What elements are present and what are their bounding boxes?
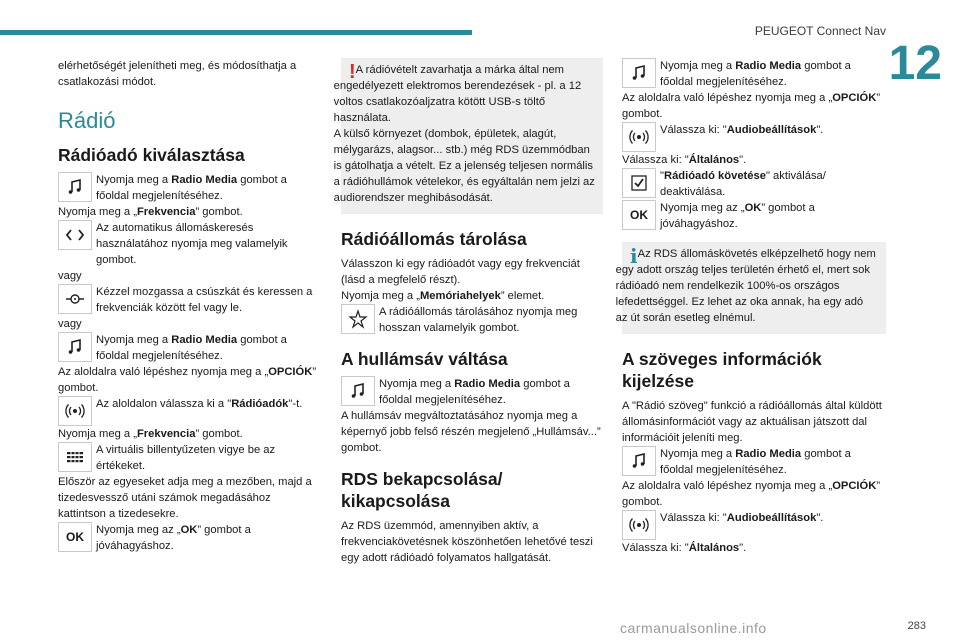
warning-text: A rádióvételt zavarhatja a márka által nem engedélyezett elektromos berendezések - pl. a 12 voltos csatlakozóaljzatra kötött USB-s töltő használata. A külső környezet (dombok, épületek, alagút, mélygarázs, alagsor... stb.) még RDS üzemmódban is gátolhatja a vételt. Ez a jelenség teljesen normális a rádióhullámok vételekor, és egyáltalán nem jelzi az audiorendszer meghibásodását. [333, 64, 595, 204]
watermark: carmanualsonline.info [620, 620, 767, 636]
step-slider: Kézzel mozgassa a csúszkát és keressen a frekvenciák között fel vagy le. [58, 284, 320, 316]
step-store: A rádióállomás tárolásához nyomja meg hosszan valamelyik gombot. [341, 304, 603, 336]
chapter-number: 12 [888, 37, 942, 90]
info-icon: i [630, 244, 638, 268]
step-text-radio-media: Nyomja meg a Radio Media gombot a főoldal megjelenítéséhez. [622, 446, 886, 478]
step-audio-settings: Válassza ki: "Audiobeállítások". [622, 122, 886, 152]
step-radio-media-2: Nyomja meg a Radio Media gombot a főoldal megjelenítéséhez. [58, 332, 320, 364]
or-text: vagy [58, 318, 82, 330]
radio-signal-icon [58, 396, 92, 426]
step-band-radio-media: Nyomja meg a Radio Media gombot a főoldal megjelenítéséhez. [341, 376, 603, 408]
music-note-icon [341, 376, 375, 406]
step-ok: OK Nyomja meg az „OK” gombot a jóváhagyáshoz. [58, 522, 320, 554]
ok-icon: OK [58, 522, 92, 552]
column-2: ! A rádióvételt zavarhatja a márka által nem engedélyezett elektromos berendezések - pl. a 12 voltos csatlakozóaljzatra kötött USB-s töltő használata. A külső környezet (dombok, épületek, alagút, mélygarázs, alagsor... stb.) még RDS üzemmódban is gátolhatja a vételt. Ez a jelenség teljesen normális a rádióhullámok vételekor, és egyáltalán nem jelzi az audiorendszer meghibásodását. Rádióállomás tárolása Válasszon ki egy rádióadót vagy egy frekvenciát (lásd a megfelelő részt). Nyomja meg a „Memóriahelyek” elemet. A rádióállomás tárolásához nyomja meg hosszan valamelyik gombot. A hullámsáv váltása Nyomja meg a Radio Media gombot a főoldal megjelenítéséhez. A hullámsáv megváltoztatásához nyomja meg a képernyő jobb felső részén megjelenő „Hullámsáv...” gombot. RDS bekapcsolása/ kikapcsolása Az RDS üzemmód, amennyiben aktív, a frekvenciakövetésnek köszönhetően lehetővé teszi egy adott rádióadó folyamatos hallgatását. [341, 58, 603, 566]
section-title-radio: Rádió [58, 108, 116, 133]
header-accent-bar [0, 30, 472, 35]
music-note-icon [622, 446, 656, 476]
radio-signal-icon [622, 510, 656, 540]
info-box [615, 242, 886, 334]
keyboard-grid-icon [58, 442, 92, 472]
warning-exclamation-icon: ! [349, 61, 356, 83]
radio-signal-icon [622, 122, 656, 152]
crosshair-slider-icon [58, 284, 92, 314]
page-number: 283 [907, 620, 926, 632]
column-3: Nyomja meg a Radio Media gombot a főoldal megjelenítéséhez. Az aloldalra való lépéshez nyomja meg a „OPCIÓK” gombot. Válassza ki: "Audiobeállítások". Válassza ki: "Általános". "Rádióadó követése" aktiválása/ deaktiválása. OK Nyomja meg az „OK” gombot a jóváhagyáshoz. i Az RDS állomáskövetés elképzelhető hogy nem egy adott ország teljes területén érhető el, mert sok rádióadó nem rendelkezik 100%-os országos lefedettséggel. Ez lehet az oka annak, ha egy adó az út során esetleg elnémul. A szöveges információk kijelzése A "Rádió szöveg" funkció a rádióállomás által küldött állomásinformációt vagy az aktuálisan játszott dal információit jeleníti meg. Nyomja meg a Radio Media gombot a főoldal megjelenítéséhez. Az aloldalra való lépéshez nyomja meg a „OPCIÓK” gombot. Válassza ki: "Audiobeállítások". Válassza ki: "Általános". [622, 58, 886, 556]
music-note-icon [58, 332, 92, 362]
warning-box [333, 58, 603, 214]
heading-band-change: A hullámsáv váltása [341, 349, 508, 369]
ok-icon: OK [622, 200, 656, 230]
heading-station-select: Rádióadó kiválasztása [58, 145, 245, 165]
step-auto-search: Az automatikus állomáskeresés használatához nyomja meg valamelyik gombot. [58, 220, 320, 268]
heading-store-station: Rádióállomás tárolása [341, 229, 527, 249]
step-select-stations: Az aloldalon válassza ki a "Rádióadók"-t. [58, 396, 320, 426]
chevron-left-right-icon [58, 220, 92, 250]
heading-text-info: A szöveges információk kijelzése [622, 349, 822, 391]
music-note-icon [622, 58, 656, 88]
page-header-title: PEUGEOT Connect Nav [754, 24, 886, 38]
step-radio-media: Nyomja meg a Radio Media gombot a főoldal megjelenítéséhez. [58, 172, 320, 204]
column-1: elérhetőségét jelenítheti meg, és módosíthatja a csatlakozási módot. Rádió Rádióadó kiválasztása Nyomja meg a Radio Media gombot a főoldal megjelenítéséhez. Nyomja meg a „Frekvencia” gombot. Az automatikus állomáskeresés használatához nyomja meg valamelyik gombot. vagy Kézzel mozgassa a csúszkát és keressen a frekvenciák között fel vagy le. vagy Nyomja meg a Radio Media gombot a főoldal megjelenítéséhez. Az aloldalra való lépéshez nyomja meg a „OPCIÓK” gombot. Az aloldalon válassza ki a "Rádióadók"-t. Nyomja meg a „Frekvencia” gombot. A virtuális billentyűzeten vigye be az értékeket. Először az egyeseket adja meg a mezőben, majd a tizedesvessző utáni számok megadásához kattintson a tizedesekre. OK Nyomja meg az „OK” gombot a jóváhagyáshoz. [58, 58, 320, 554]
info-text: Az RDS állomáskövetés elképzelhető hogy nem egy adott ország teljes területén érhető el, mert sok rádióadó nem rendelkezik 100%-os országos lefedettséggel. Ez lehet az oka annak, ha egy adó az út során esetleg elnémul. [615, 248, 876, 324]
checkbox-icon [622, 168, 656, 198]
heading-rds: RDS bekapcsolása/ kikapcsolása [341, 469, 503, 511]
step-text: Nyomja meg a „Frekvencia” gombot. [58, 206, 243, 218]
step-keyboard: A virtuális billentyűzeten vigye be az értékeket. [58, 442, 320, 474]
step-text-audio-settings: Válassza ki: "Audiobeállítások". [622, 510, 886, 540]
star-memory-icon [341, 304, 375, 334]
music-note-icon [58, 172, 92, 202]
or-text: vagy [58, 270, 82, 282]
step-rds-radio-media: Nyomja meg a Radio Media gombot a főoldal megjelenítéséhez. [622, 58, 886, 90]
intro-text: elérhetőségét jelenítheti meg, és módosíthatja a csatlakozási módot. [58, 60, 297, 88]
step-station-follow: "Rádióadó követése" aktiválása/ deaktiválása. [622, 168, 886, 200]
step-ok-col3: OK Nyomja meg az „OK” gombot a jóváhagyáshoz. [622, 200, 886, 232]
